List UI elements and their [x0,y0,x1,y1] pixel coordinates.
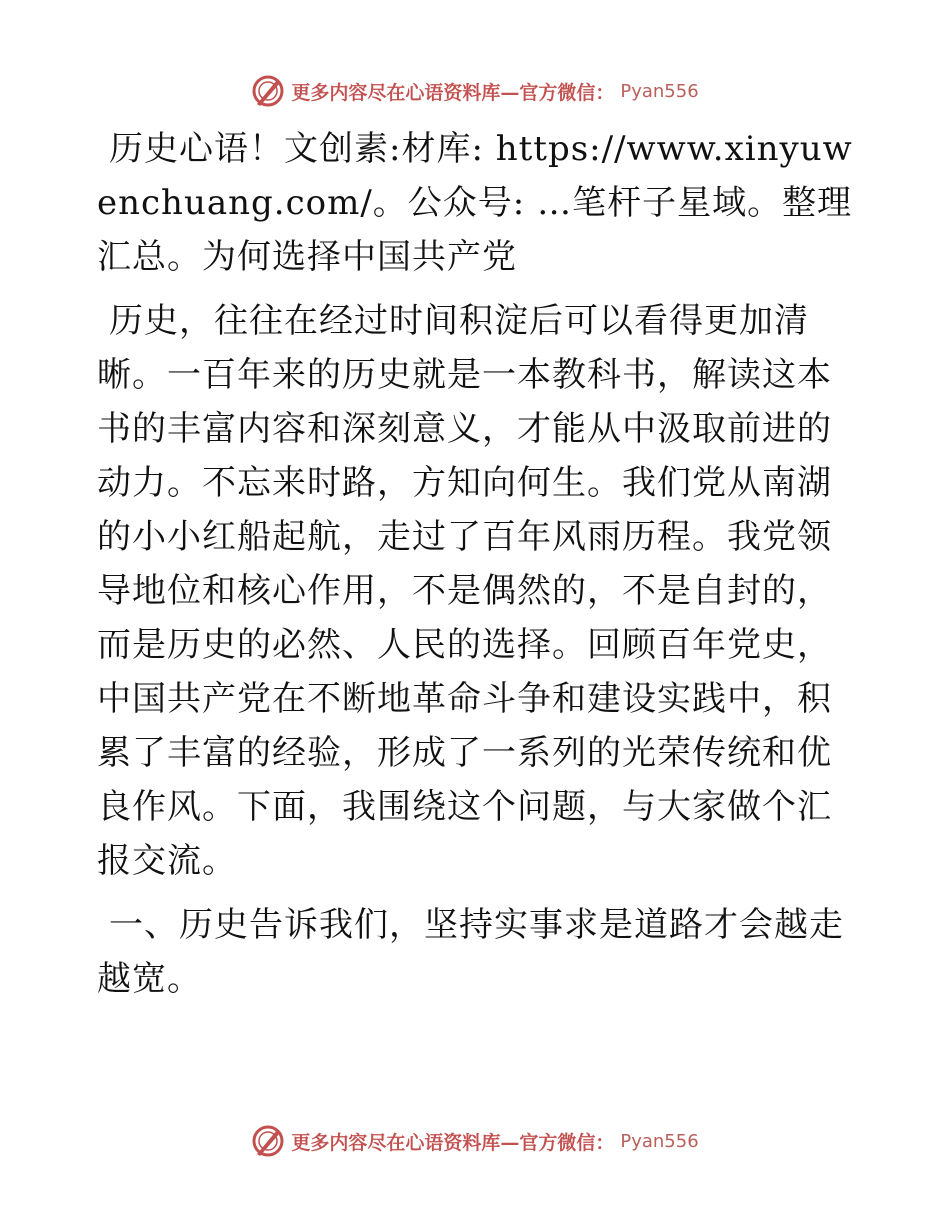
paragraph-main: 历史，往往在经过时间积淀后可以看得更加清晰。一百年来的历史就是一本教科书，解读这本书的丰富内容和深刻意义，才能从中汲取前进的动力。不忘来时路，方知向何生。我们党从南湖的小小红船起航，走过了百年风雨历程。我党领导地位和核心作用，不是偶然的，不是自封的，而是历史的必然、人民的选择。回顾百年党史，中国共产党在不断地革命斗争和建设实践中，积累了丰富的经验，形成了一系列的光荣传统和优良作风。下面，我围绕这个问题，与大家做个汇报交流。 [97,301,832,881]
header-banner [0,74,950,108]
pen-logo-icon [251,1124,285,1158]
banner-text: 更多内容尽在心语资料库—官方微信： [291,81,615,104]
banner-wechat-id: Pyan556 [620,1130,699,1152]
pen-logo-icon [251,74,285,108]
paragraph-intro: 历史心语！文创素:材库: https://www.xinyuwenchuang.com/。公众号: …笔杆子星域。整理汇总。为何选择中国共产党 [97,129,853,277]
banner-text: 更多内容尽在心语资料库—官方微信： [291,1131,615,1154]
paragraph-section-heading: 一、历史告诉我们，坚持实事求是道路才会越走越宽。 [97,905,844,999]
footer-banner [0,1124,950,1158]
banner-wechat-id: Pyan556 [620,80,699,102]
document-body [97,122,857,1006]
